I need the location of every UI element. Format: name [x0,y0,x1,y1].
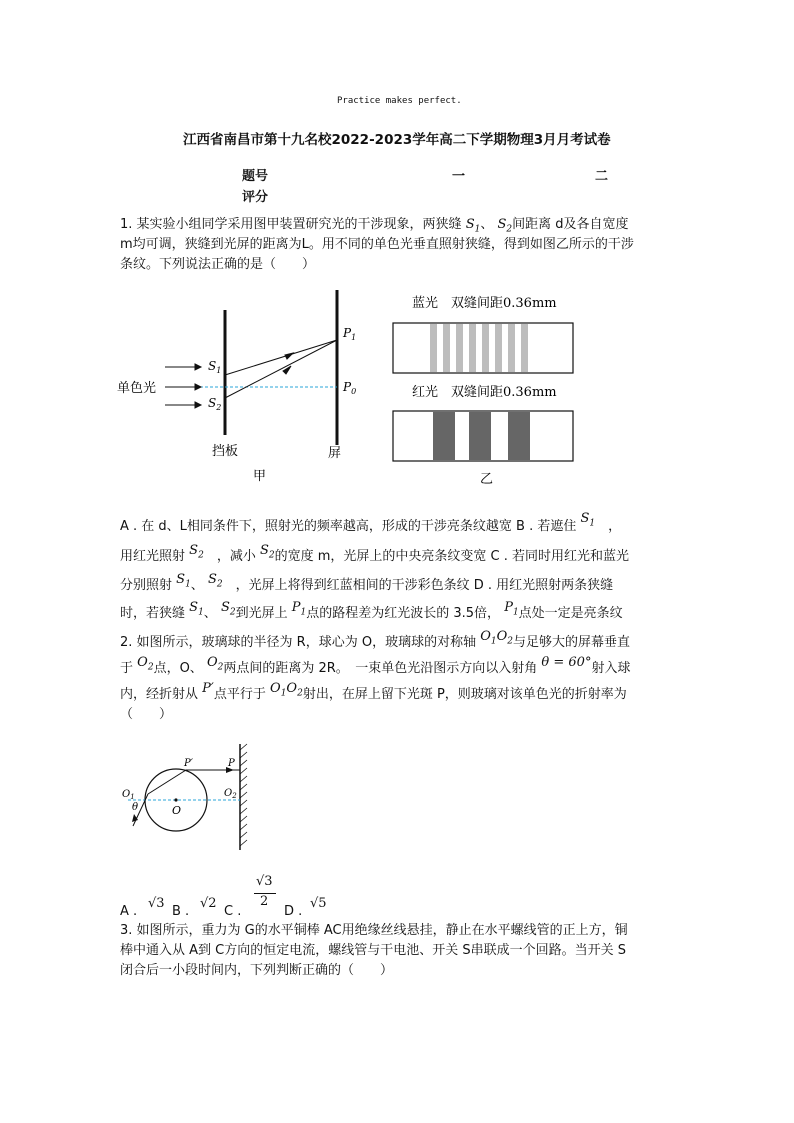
single-light-label: 单色光 [117,381,157,396]
yi-label: 乙 [480,472,494,487]
option-d-value: √5 [310,896,327,911]
screen-label: 屏 [328,446,342,461]
score-row-label: 评分 [242,190,269,205]
center-dot [174,798,177,801]
page-title: 江西省南昌市第十九名校2022-2023学年高二下学期物理3月月考试卷 [183,132,611,148]
q2-options [120,874,420,920]
q3-line-2: 棒中通入从 A到 C方向的恒定电流，螺线管与干电池、开关 S串联成一个回路。当开关 S [120,943,627,958]
wall-hatch [240,744,247,846]
option-a-value: √3 [148,896,165,911]
incident-arrows [165,364,201,408]
p0-label: $P_0$ [343,380,357,396]
q1-options-line-2: 用红光照射 $S_2$ ，减小 $S_2$的宽度 m，光屏上的中央亮条纹变宽 C . 若同时用红光和蓝光 [120,543,630,564]
blue-caption: 蓝光 双缝间距0.36mm [412,296,557,311]
q1-options-line-1: A . 在 d、L相同条件下，照射光的频率越高，形成的干涉亮条纹越宽 B . 若遮住 $S_1$ ， [120,511,622,534]
theta-label: θ [132,802,139,813]
header-motto: Practice makes perfect. [337,96,462,106]
q1-line-1: 1. 某实验小组同学采用图甲装置研究光的干涉现象，两狭缝 $S_1$、 $S_2$间距离 d及各自宽度 [120,217,629,235]
q1-options-line-4: 时，若狭缝 $S_1$、 $S_2$到光屏上 $P_1$点的路程差为红光波长的 3.5倍， $P_1$点处一定是亮条纹 [120,600,623,621]
option-b-label: B . [172,904,190,919]
q2-figure [118,742,258,852]
s1-label: $S_1$ [208,359,222,375]
option-b-value: √2 [200,896,217,911]
score-col-2: 二 [595,169,609,184]
option-c-denominator: 2 [260,894,269,909]
option-c-numerator: √3 [256,874,273,889]
ray-lines [225,340,337,398]
q1-figure [115,285,585,490]
s2-label: $S_2$ [208,396,222,412]
q1-line-3: 条纹。下列说法正确的是（ ） [120,257,316,272]
red-caption: 红光 双缝间距0.36mm [412,385,557,400]
o2-label: $O_2$ [224,788,237,800]
q2-line-1: 2. 如图所示，玻璃球的半径为 R，球心为 O，玻璃球的对称轴 $O_1O_2$与足够大的屏幕垂直 [120,629,631,650]
p-label: P [228,758,235,769]
p1-label: $P_1$ [343,326,357,342]
jia-label: 甲 [253,469,267,484]
refracted-ray [148,770,186,794]
score-header-label: 题号 [242,169,269,184]
q1-options-line-3: 分别照射 $S_1$、 $S_2$ ，光屏上将得到红蓝相间的干涉彩色条纹 D . 用红光照射两条狭缝 [120,572,614,593]
q1-line-2: m均可调，狭缝到光屏的距离为L。用不同的单色光垂直照射狭缝，得到如图乙所示的干涉 [120,237,634,252]
option-c-label: C . [224,904,242,919]
q2-line-3: 内，经折射从 P′点平行于 $O_1O_2$射出，在屏上留下光斑 P，则玻璃对该单色光的折射率为 [120,681,627,702]
o1-label: $O_1$ [122,789,135,801]
q3-line-1: 3. 如图所示，重力为 G的水平铜棒 AC用绝缘丝线悬挂，静止在水平螺线管的正上方，铜 [120,923,628,938]
pprime-label: P′ [184,758,193,769]
option-a-label: A . [120,904,138,919]
red-fringes [433,412,530,460]
option-d-label: D . [284,904,303,919]
q2-line-4: （ ） [120,707,173,722]
q3-line-3: 闭合后一小段时间内，下列判断正确的（ ） [120,963,394,978]
o-label: O [172,804,182,817]
score-col-1: 一 [452,169,466,184]
plate-label: 挡板 [212,444,239,459]
q2-line-2: 于 $O_2$点，O、 $O_2$两点间的距离为 2R。 一束单色光沿图示方向以入射角 θ = 60°射入球 [120,655,631,676]
